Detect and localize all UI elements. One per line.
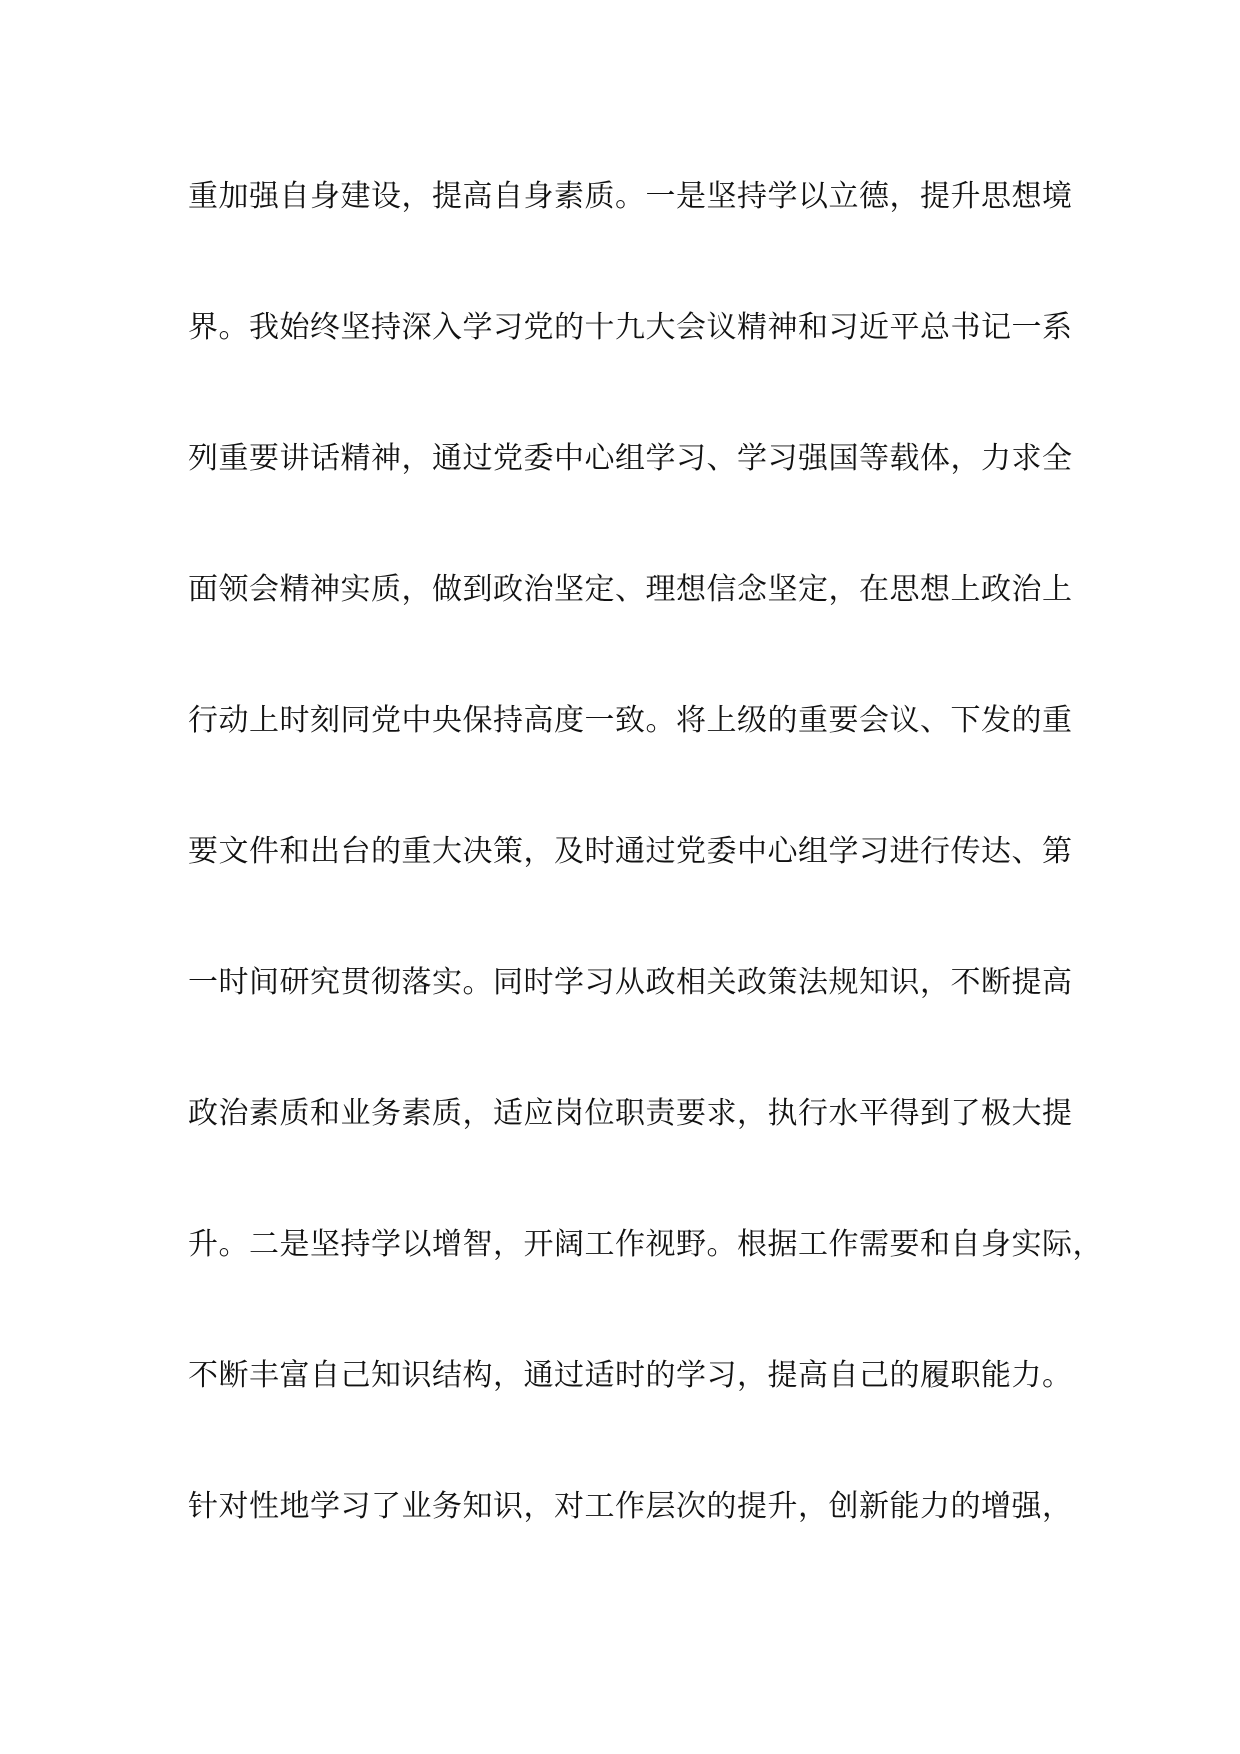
text-line: 针对性地学习了业务知识，对工作层次的提升，创新能力的增强， [188, 1489, 1073, 1524]
text-line: 行动上时刻同党中央保持高度一致。将上级的重要会议、下发的重 [188, 703, 1073, 738]
text-line: 升。二是坚持学以增智，开阔工作视野。根据工作需要和自身实际， [188, 1227, 1103, 1262]
text-line: 不断丰富自己知识结构，通过适时的学习，提高自己的履职能力。 [188, 1358, 1073, 1393]
text-line: 一时间研究贯彻落实。同时学习从政相关政策法规知识，不断提高 [188, 965, 1073, 1000]
text-line: 列重要讲话精神，通过党委中心组学习、学习强国等载体，力求全 [188, 441, 1073, 476]
text-line: 政治素质和业务素质，适应岗位职责要求，执行水平得到了极大提 [188, 1096, 1073, 1131]
text-line: 要文件和出台的重大决策，及时通过党委中心组学习进行传达、第 [188, 834, 1073, 869]
text-line: 界。我始终坚持深入学习党的十九大会议精神和习近平总书记一系 [188, 310, 1073, 345]
text-line: 重加强自身建设，提高自身素质。一是坚持学以立德，提升思想境 [188, 179, 1073, 214]
body-text [188, 160, 1103, 1601]
text-line: 面领会精神实质，做到政治坚定、理想信念坚定，在思想上政治上 [188, 572, 1073, 607]
